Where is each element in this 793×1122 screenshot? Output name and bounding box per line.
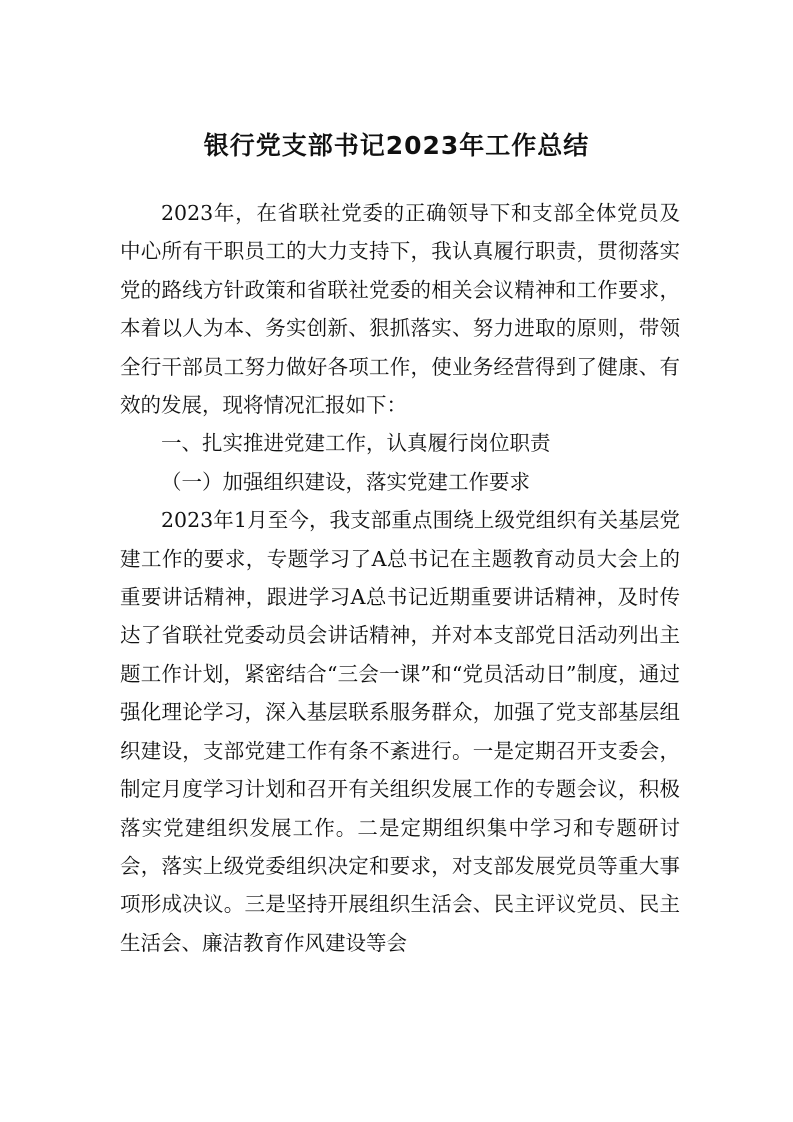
body-paragraph: 2023年1月至今，我支部重点围绕上级党组织有关基层党建工作的要求，专题学习了A总书记在主题教育动员大会上的重要讲话精神，跟进学习A总书记近期重要讲话精神，及时传达了省联社党委动员会讲话精神，并对本支部党日活动列出主题工作计划，紧密结合“三会一课”和“党员活动日”制度，通过强化理论学习，深入基层联系服务群众，加强了党支部基层组织建设，支部党建工作有条不紊进行。一是定期召开支委会，制定月度学习计划和召开有关组织发展工作的专题会议，积极落实党建组织发展工作。二是定期组织集中学习和专题研讨会，落实上级党委组织决定和要求，对支部发展党员等重大事项形成决议。三是坚持开展组织生活会、民主评议党员、民主生活会、廉洁教育作风建设等会 — [120, 508, 680, 955]
document-title: 银行党支部书记2023年工作总结 — [203, 131, 590, 160]
section-heading-1: 一、扎实推进党建工作，认真履行岗位职责 — [161, 431, 551, 456]
subsection-heading-1: （一）加强组织建设，落实党建工作要求 — [161, 469, 530, 494]
intro-paragraph: 2023年，在省联社党委的正确领导下和支部全体党员及中心所有干职员工的大力支持下，我认真履行职责，贯彻落实党的路线方针政策和省联社党委的相关会议精神和工作要求，本着以人为本、务实创新、狠抓落实、努力进取的原则，带领全行干部员工努力做好各项工作，使业务经营得到了健康、有效的发展，现将情况汇报如下： — [120, 201, 680, 418]
document-body — [120, 194, 680, 962]
